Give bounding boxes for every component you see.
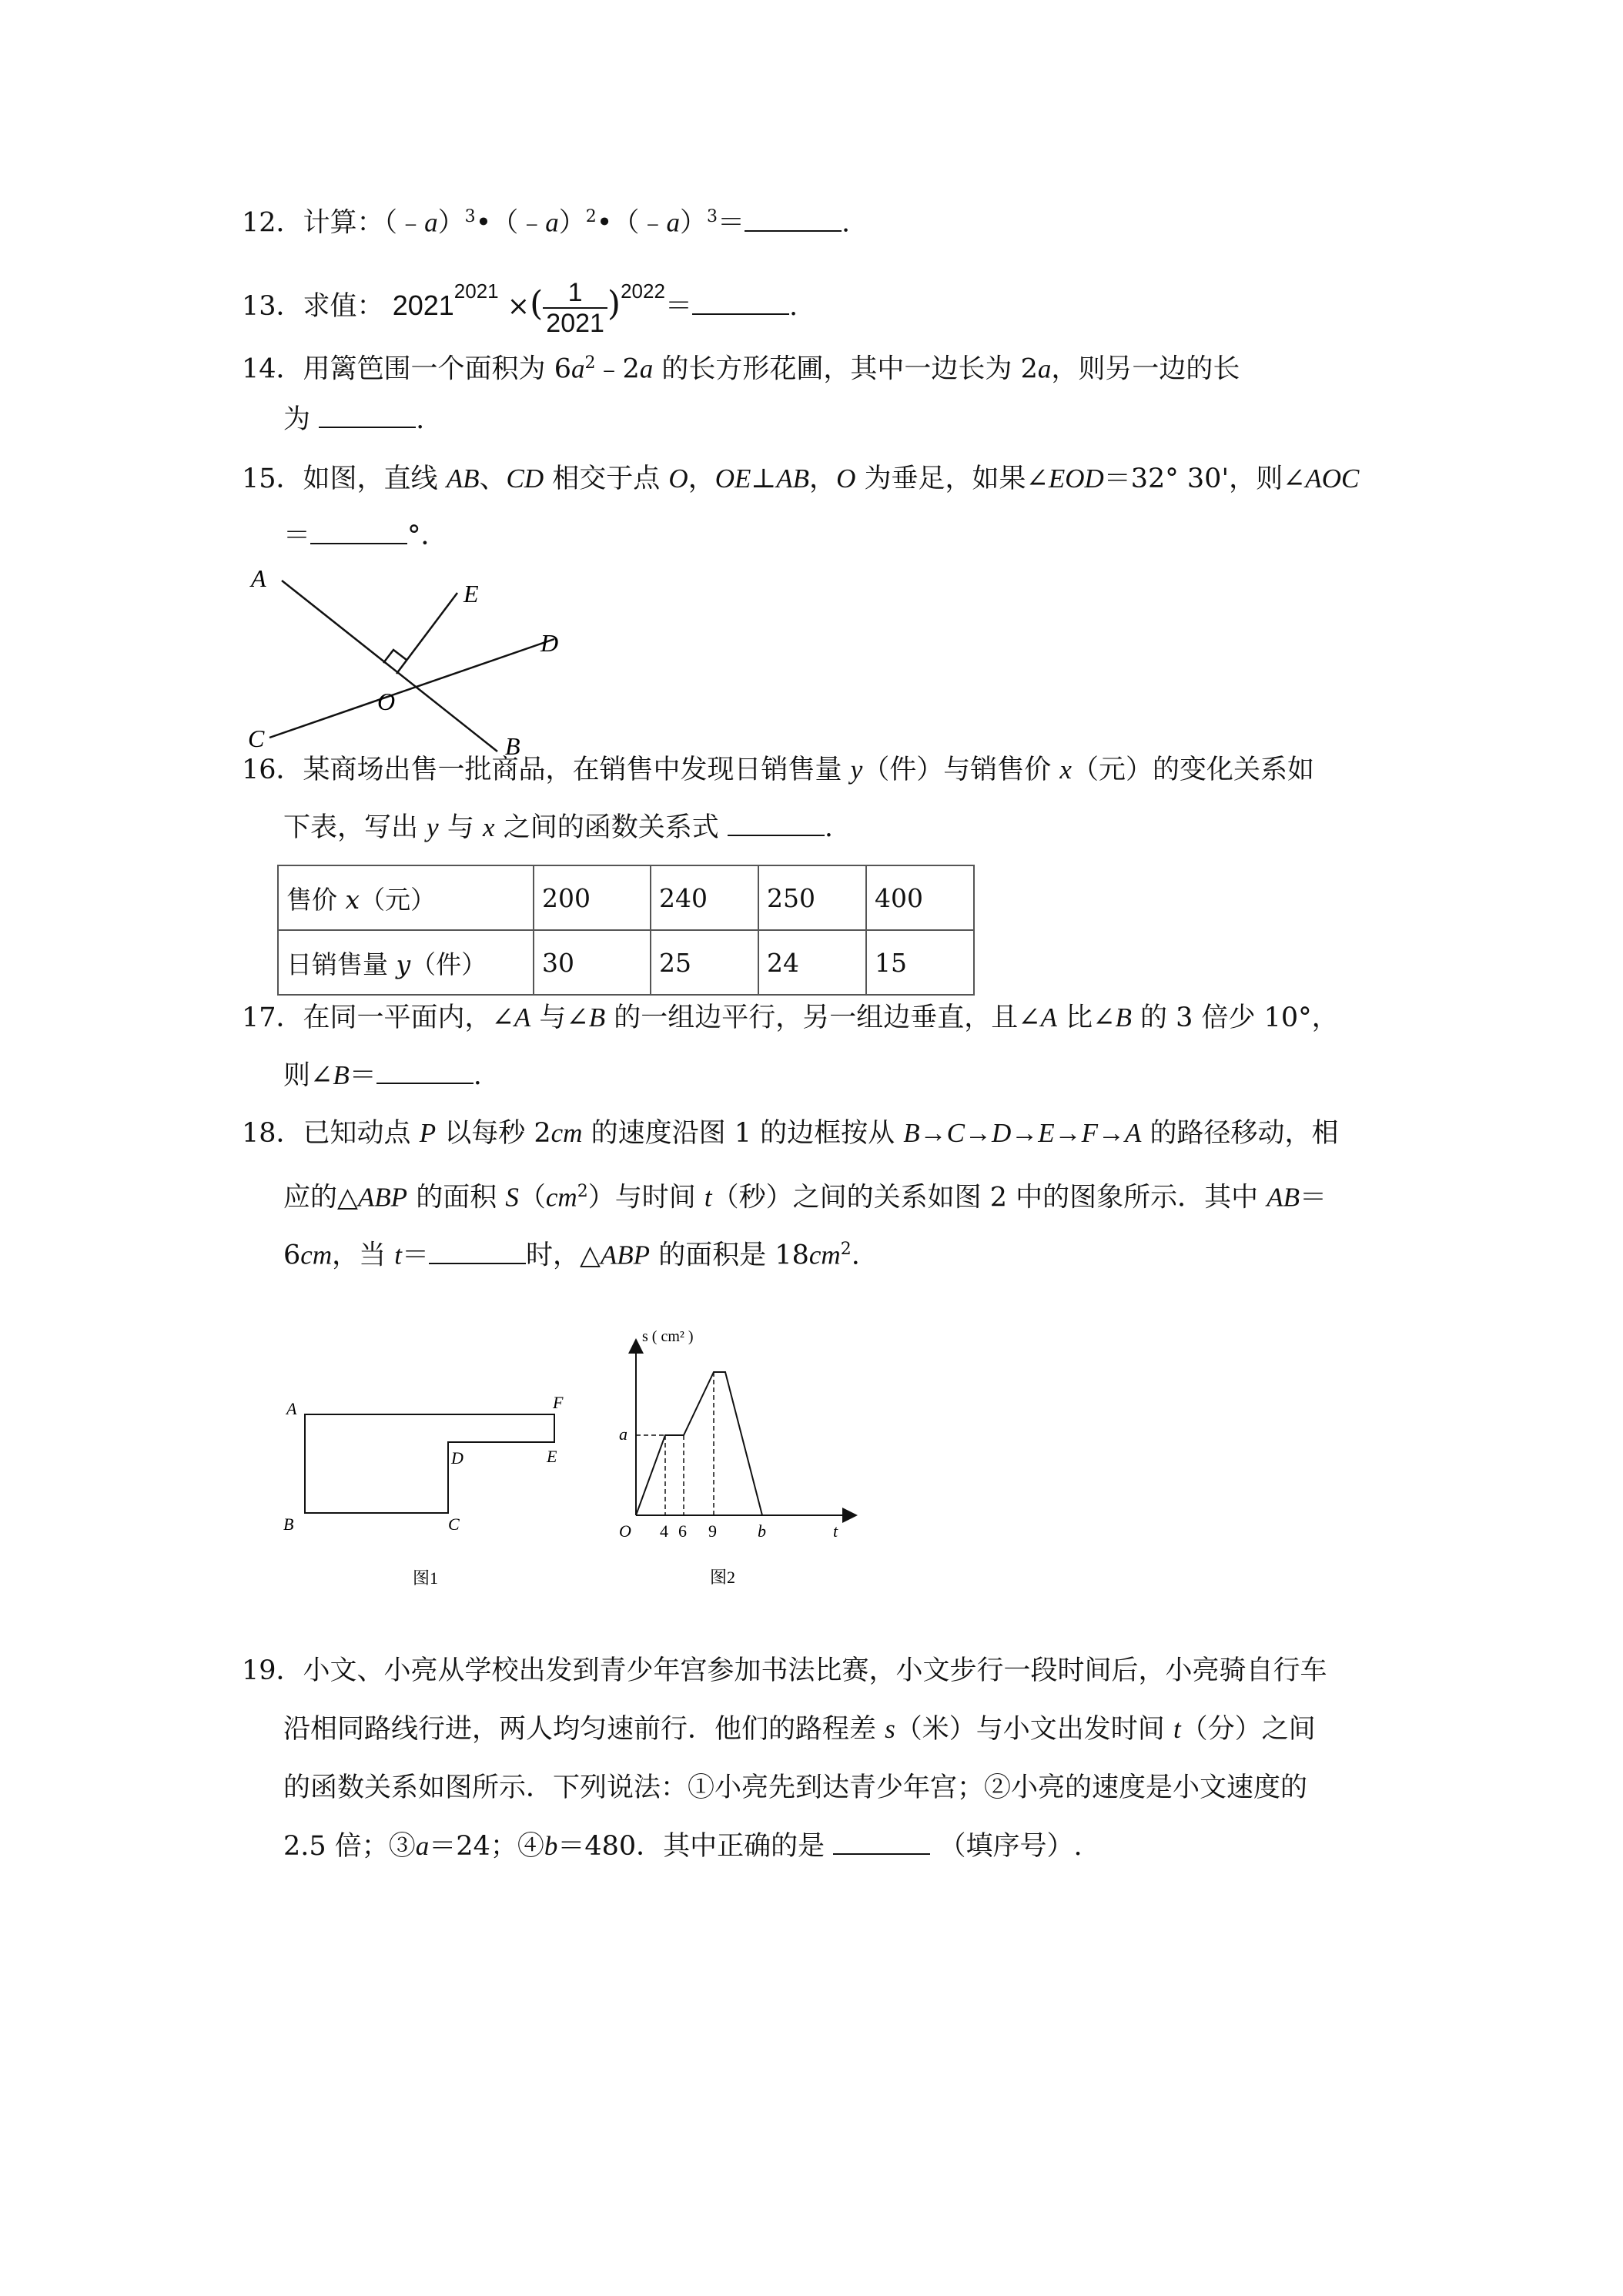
question-13: 13．求值： $2021^{2021}$ ×( $\frac{1}{2021}$ )$^{2022}$＝ . bbox=[242, 277, 798, 338]
ray-oe bbox=[397, 593, 457, 674]
table-cell: 15 bbox=[866, 930, 974, 995]
question-19-line2: 沿相同路线行进，两人均匀速前行．他们的路程差 s（米）与小文出发时间 t（分）之间 bbox=[283, 1714, 1316, 1745]
table-cell: 400 bbox=[866, 865, 974, 930]
answer-blank[interactable] bbox=[833, 1833, 930, 1855]
table-cell: 24 bbox=[758, 930, 866, 995]
fraction: $\frac{1}{2021}$ bbox=[543, 278, 607, 338]
label-d: D bbox=[540, 629, 559, 657]
answer-blank[interactable] bbox=[692, 293, 789, 315]
label-a: A bbox=[286, 1399, 297, 1418]
figure-2-caption: 图2 bbox=[710, 1568, 736, 1587]
table-cell: 250 bbox=[758, 865, 866, 930]
figure-1-caption: 图1 bbox=[413, 1568, 439, 1588]
right-angle-mark bbox=[383, 650, 407, 663]
origin-label: O bbox=[619, 1521, 631, 1541]
label-d: D bbox=[451, 1448, 463, 1468]
question-15: 15．如图，直线 AB、CD 相交于点 O，OE⊥AB，O 为垂足，如果∠EOD＝32° 30'，则∠AOC bbox=[242, 464, 1360, 494]
answer-blank[interactable] bbox=[728, 815, 825, 836]
table-row bbox=[278, 930, 974, 995]
label-e: E bbox=[463, 580, 479, 607]
question-16-line2: 下表，写出 y 与 x 之间的函数关系式 . bbox=[283, 812, 833, 843]
answer-blank[interactable] bbox=[310, 523, 407, 544]
question-17-line2: 则∠B＝ . bbox=[283, 1060, 482, 1091]
answer-blank[interactable] bbox=[745, 210, 842, 232]
label-c: C bbox=[448, 1514, 460, 1534]
price-sales-table bbox=[277, 865, 975, 996]
table-cell: 240 bbox=[651, 865, 758, 930]
figure-2 bbox=[608, 1324, 870, 1602]
question-14-line2: 为 . bbox=[283, 404, 425, 435]
question-18-line2: 应的△ABP 的面积 $S(cm^2)$与时间 t（秒）之间的关系如图 2 中的图象所示．其中 AB＝ bbox=[283, 1182, 1327, 1213]
y-axis-label: s ( cm² ) bbox=[642, 1328, 694, 1345]
label-b: B bbox=[283, 1514, 294, 1534]
answer-blank[interactable] bbox=[376, 1063, 474, 1084]
label-a: a bbox=[619, 1424, 627, 1444]
figure-1-border bbox=[305, 1414, 554, 1513]
question-18-line3: 6cm，当 t＝ 时，△ABP 的面积是 $18cm^2$. bbox=[283, 1240, 860, 1271]
question-19: 19．小文、小亮从学校出发到青少年宫参加书法比赛，小文步行一段时间后，小亮骑自行车 bbox=[242, 1655, 1327, 1686]
tick-label: 4 bbox=[660, 1521, 668, 1541]
table-cell: 200 bbox=[534, 865, 651, 930]
label-o: O bbox=[377, 688, 396, 715]
question-15-line2: ＝ °． bbox=[283, 520, 448, 551]
question-16: 16．某商场出售一批商品，在销售中发现日销售量 y（件）与销售价 x（元）的变化关系如 bbox=[242, 755, 1314, 785]
answer-blank[interactable] bbox=[429, 1243, 526, 1264]
figure-1 bbox=[277, 1390, 585, 1598]
label-f: F bbox=[553, 1393, 564, 1412]
question-14: 14．用篱笆围一个面积为 $6a^2﹣2a$ 的长方形花圃，其中一边长为 2a，则另一边的长 bbox=[242, 353, 1240, 385]
label-b: b bbox=[758, 1521, 766, 1541]
question-19-line4: 2.5 倍；③a＝24；④b＝480．其中正确的是 （填序号）. bbox=[283, 1831, 1083, 1862]
question-12: 12．计算：（﹣a）$^3$•（﹣a）$^2$•（﹣a）$^3$＝ . bbox=[242, 207, 851, 239]
x-axis-label: t bbox=[833, 1521, 838, 1541]
answer-blank[interactable] bbox=[319, 407, 416, 428]
table-cell: 30 bbox=[534, 930, 651, 995]
tick-label: 9 bbox=[708, 1521, 717, 1541]
question-18: 18．已知动点 P 以每秒 2cm 的速度沿图 1 的边框按从 B→C→D→E→F→A 的路径移动，相 bbox=[242, 1118, 1339, 1149]
tick-label: 6 bbox=[678, 1521, 687, 1541]
label-a: A bbox=[251, 564, 266, 592]
header-price: 售价 x（元） bbox=[278, 865, 534, 930]
label-e: E bbox=[547, 1447, 557, 1466]
area-curve bbox=[636, 1372, 762, 1515]
label-c: C bbox=[248, 725, 265, 752]
question-19-line3: 的函数关系如图所示．下列说法：①小亮先到达青少年宫；②小亮的速度是小文速度的 bbox=[283, 1772, 1308, 1803]
header-sales: 日销售量 y（件） bbox=[278, 930, 534, 995]
question-17: 17．在同一平面内，∠A 与∠B 的一组边平行，另一组边垂直，且∠A 比∠B 的 3 倍少 10°， bbox=[242, 1002, 1339, 1033]
table-row bbox=[278, 865, 974, 930]
table-cell: 25 bbox=[651, 930, 758, 995]
figure-15 bbox=[239, 562, 593, 762]
label-b: B bbox=[505, 732, 520, 760]
